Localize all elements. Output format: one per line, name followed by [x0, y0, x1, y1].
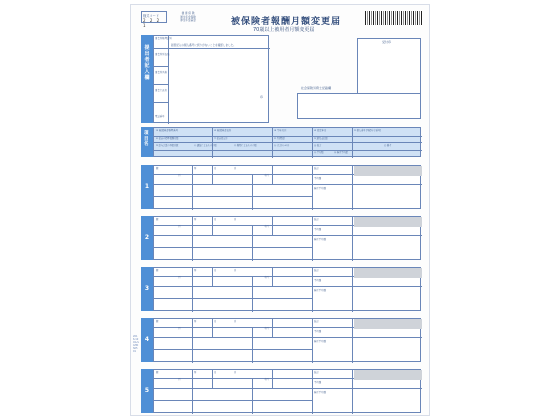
row-cell-label: 厚	[194, 269, 197, 272]
form-subtitle: 70歳以上被用者月額変更届	[253, 27, 315, 33]
insurer-area	[153, 35, 269, 123]
row-cell-label: 厚	[194, 218, 197, 221]
row-cell-label: 総計	[314, 371, 319, 374]
format-code-box	[141, 11, 167, 28]
col-insured-name: ② 被保険者氏名	[214, 129, 232, 132]
sharo-box	[297, 93, 421, 119]
seal-mark: 印	[260, 95, 264, 99]
row-cell-label: 千円	[264, 378, 269, 381]
row-cell-label: 修正平均額	[314, 289, 326, 292]
row-cell-label: 健	[156, 218, 159, 221]
row-cell-label: 修正平均額	[314, 391, 326, 394]
row-cell-label: 円	[178, 225, 181, 228]
col-adjusted-average: ⑯ 修正平均額	[334, 151, 348, 154]
row-side-band	[141, 216, 153, 260]
row-cell-label: 平均額	[314, 228, 322, 231]
col-insured-number: ① 被保険者整理番号	[156, 129, 179, 132]
row-cell-label: 日	[234, 167, 237, 170]
row-cell-label: 千円	[264, 174, 269, 177]
col-inkind-amount: ⑫ 現物によるものの額	[234, 144, 257, 147]
row-side-band	[141, 369, 153, 413]
col-prev-revision: ⑦ 従前改定月	[214, 137, 228, 140]
row-cell-label: 月	[214, 218, 217, 221]
row-side-band	[141, 165, 153, 209]
table-row[interactable]	[153, 369, 421, 413]
table-row[interactable]	[153, 216, 421, 260]
row-side-band	[141, 318, 153, 362]
row-number: 1	[144, 183, 150, 190]
agency-line: 健 康 保 険	[181, 12, 195, 15]
col-remarks: ⑰ 備考	[384, 144, 392, 147]
field-office-name: 事業所名称	[155, 71, 167, 74]
agency-block	[179, 12, 197, 23]
row-cell-label: 月	[214, 371, 217, 374]
insurer-side-label: 提出者記入欄	[144, 45, 150, 81]
row-cell-label: 厚	[194, 320, 197, 323]
row-grey-cell	[354, 319, 422, 329]
col-basis-days: ⑩ 給与計算の基礎日数	[156, 144, 179, 147]
col-sum: ⑬ 合計(⑪+⑫)	[274, 144, 290, 147]
row-cell-label: 健	[156, 269, 159, 272]
row-cell-label: 健	[156, 320, 159, 323]
row-cell-label: 月	[214, 167, 217, 170]
col-prev-standard: ⑥ 従前の標準報酬月額	[156, 137, 179, 140]
confirmation-note: 届書記入の個人番号に誤りがないことを確認しました。	[171, 44, 236, 47]
row-number: 5	[144, 387, 150, 394]
row-cell-label: 円	[178, 276, 181, 279]
row-number: 3	[144, 285, 150, 292]
row-cell-label: 月	[214, 269, 217, 272]
print-code: 2016.10 OA-SGHKS0501	[133, 335, 139, 353]
col-average: ⑮ 平均額	[314, 151, 324, 154]
row-cell-label: 千円	[264, 276, 269, 279]
field-office-address: 事業所所在地	[155, 53, 170, 56]
row-number: 2	[144, 234, 150, 241]
col-total: ⑭ 総計	[314, 144, 322, 147]
reception-stamp-label: 受付印	[382, 40, 392, 44]
col-raise: ⑧ 昇(降)給	[274, 137, 285, 140]
form-sheet	[130, 4, 430, 416]
row-cell-label: 健	[156, 371, 159, 374]
field-owner-name: 事業主氏名	[155, 89, 167, 92]
row-cell-label: 円	[178, 327, 181, 330]
col-personal-number: ⑤ 個人番号 [基礎年金番号]	[354, 129, 381, 132]
row-cell-label: 平均額	[314, 177, 322, 180]
row-cell-label: 健	[156, 167, 159, 170]
row-cell-label: 修正平均額	[314, 187, 326, 190]
col-revision-month: ④ 改定年月	[314, 129, 327, 132]
row-cell-label: 総計	[314, 320, 319, 323]
field-phone: 電話番号	[155, 115, 165, 118]
row-cell-label: 平均額	[314, 330, 322, 333]
row-cell-label: 千円	[264, 327, 269, 330]
row-cell-label: 千円	[264, 225, 269, 228]
row-side-band	[141, 267, 153, 311]
table-header	[153, 127, 421, 157]
sharo-label: 社会保険労務士記載欄	[301, 86, 332, 90]
item-side-label: 項目名	[144, 131, 149, 147]
row-cell-label: 平均額	[314, 279, 322, 282]
agency-line: 厚生年金保険	[180, 15, 196, 19]
row-cell-label: 総計	[314, 167, 319, 170]
row-cell-label: 厚	[194, 167, 197, 170]
row-cell-label: 月	[214, 320, 217, 323]
row-grey-cell	[354, 217, 422, 227]
row-cell-label: 修正平均額	[314, 238, 326, 241]
row-grey-cell	[354, 370, 422, 380]
table-row[interactable]	[153, 267, 421, 311]
row-cell-label: 日	[234, 371, 237, 374]
row-cell-label: 総計	[314, 218, 319, 221]
item-side-band	[141, 127, 153, 157]
table-row[interactable]	[153, 318, 421, 362]
row-cell-label: 円	[178, 378, 181, 381]
row-cell-label: 日	[234, 269, 237, 272]
row-cell-label: 平均額	[314, 381, 322, 384]
row-grey-cell	[354, 166, 422, 176]
row-cell-label: 総計	[314, 269, 319, 272]
format-code-digits: 2 2 2 1	[143, 18, 161, 28]
row-cell-label: 日	[234, 320, 237, 323]
row-number: 4	[144, 336, 150, 343]
row-cell-label: 厚	[194, 371, 197, 374]
row-cell-label: 円	[178, 174, 181, 177]
reception-stamp-box	[357, 38, 421, 96]
field-office-code: 事業所整理記号	[155, 37, 172, 40]
table-row[interactable]	[153, 165, 421, 209]
row-cell-label: 日	[234, 218, 237, 221]
col-birth-date: ③ 生年月日	[274, 129, 287, 132]
row-cell-label: 修正平均額	[314, 340, 326, 343]
format-code-label: 様式コード	[143, 14, 159, 18]
col-retro-pay: ⑨ 遡及支払額	[314, 137, 328, 140]
row-grey-cell	[354, 268, 422, 278]
insurer-side-band	[141, 35, 153, 123]
form-title: 被保険者報酬月額変更届	[231, 17, 342, 27]
barcode	[365, 11, 423, 25]
agency-line: 厚生年金基金	[180, 19, 196, 23]
col-currency-amount: ⑪ 通貨によるものの額	[194, 144, 217, 147]
